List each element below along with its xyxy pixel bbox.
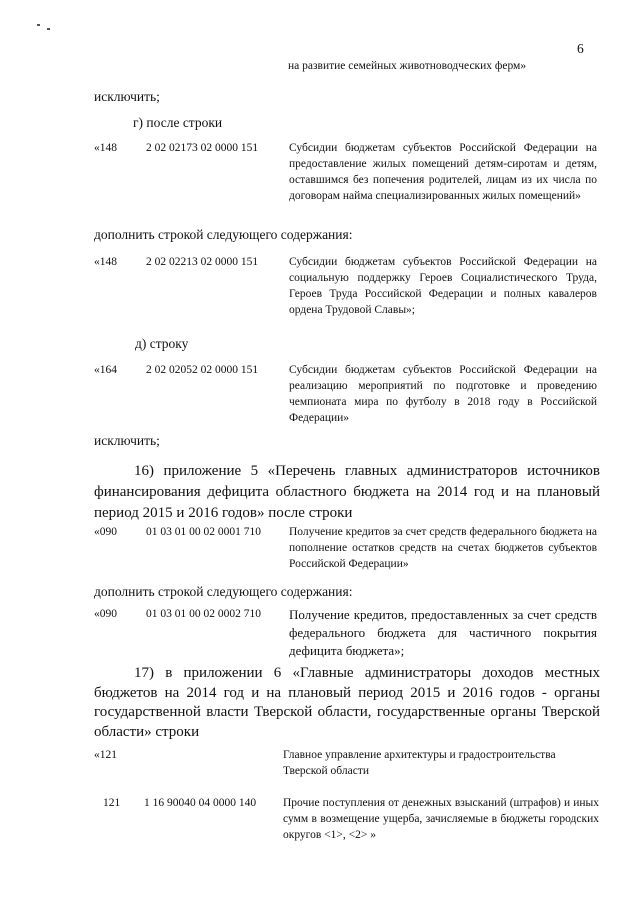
paragraph-17: 17) в приложении 6 «Главные администраторы доходов местных бюджетов на 2014 год и на плановый период 2015 и 2016 годов - органы государственной власти Тверской области, государственные органы Тверской области» строки [94,665,600,740]
row-admin-code: «090 [94,608,117,620]
row-kbk-code: 2 02 02052 02 0000 151 [146,364,259,376]
row-description: Субсидии бюджетам субъектов Российской Федерации на реализацию мероприятий по подготовке и проведению чемпионата мира по футболу в 2018 году в Российской Федерации» [289,364,597,424]
row-description: Субсидии бюджетам субъектов Российской Федерации на предоставление жилых помещений детям-сиротам и детям, оставшимся без попечения родителей, лицам из их числа по договорам найма специализированных жилых помещений» [289,142,597,202]
row-kbk-code: 01 03 01 00 02 0001 710 [146,526,261,538]
exclude-line-1: исключить; [94,89,160,104]
row-admin-code: «121 [94,749,117,761]
add-line-2: дополнить строкой следующего содержания: [94,584,353,599]
row-description: Главное управление архитектуры и градостроительства Тверской области [283,749,556,777]
top-mark [572,0,620,4]
row-kbk-code: 1 16 90040 04 0000 140 [144,797,257,809]
row-admin-code: «148 [94,256,117,268]
row-admin-code: «090 [94,526,117,538]
item-d: д) строку [135,336,189,351]
row-description: Получение кредитов, предоставленных за счет средств федерального бюджета для частичного покрытия дефицита бюджета»; [289,607,597,658]
row-kbk-code: 01 03 01 00 02 0002 710 [146,608,261,620]
page-number: 6 [577,41,584,56]
row-kbk-code: 2 02 02173 02 0000 151 [146,142,259,154]
row-admin-code: 121 [103,797,121,809]
row-description: Получение кредитов за счет средств федерального бюджета на пополнение остатков средств на счетах бюджетов субъектов Российской Федерации» [289,526,597,570]
row-admin-code: «148 [94,142,117,154]
scan-dot [47,28,50,30]
paragraph-16: 16) приложение 5 «Перечень главных администраторов источников финансирования дефицита областного бюджета на 2014 год и на плановый период 2015 и 2016 годов» после строки [94,463,600,521]
row-kbk-code: 2 02 02213 02 0000 151 [146,256,259,268]
row-description: Субсидии бюджетам субъектов Российской Федерации на социальную поддержку Героев Социалистического Труда, Героев Труда Российской Федерации и полных кавалеров ордена Трудовой Славы»; [289,256,597,316]
row-description: Прочие поступления от денежных взысканий (штрафов) и иных сумм в возмещение ущерба, зачисляемые в бюджеты городских округов <1>, <2> » [283,797,599,841]
continuation-text: на развитие семейных животноводческих ферм» [288,60,527,72]
row-admin-code: «164 [94,364,117,376]
add-line-1: дополнить строкой следующего содержания: [94,227,353,242]
item-g: г) после строки [133,115,223,130]
exclude-line-2: исключить; [94,433,160,448]
scan-dot [37,24,40,26]
